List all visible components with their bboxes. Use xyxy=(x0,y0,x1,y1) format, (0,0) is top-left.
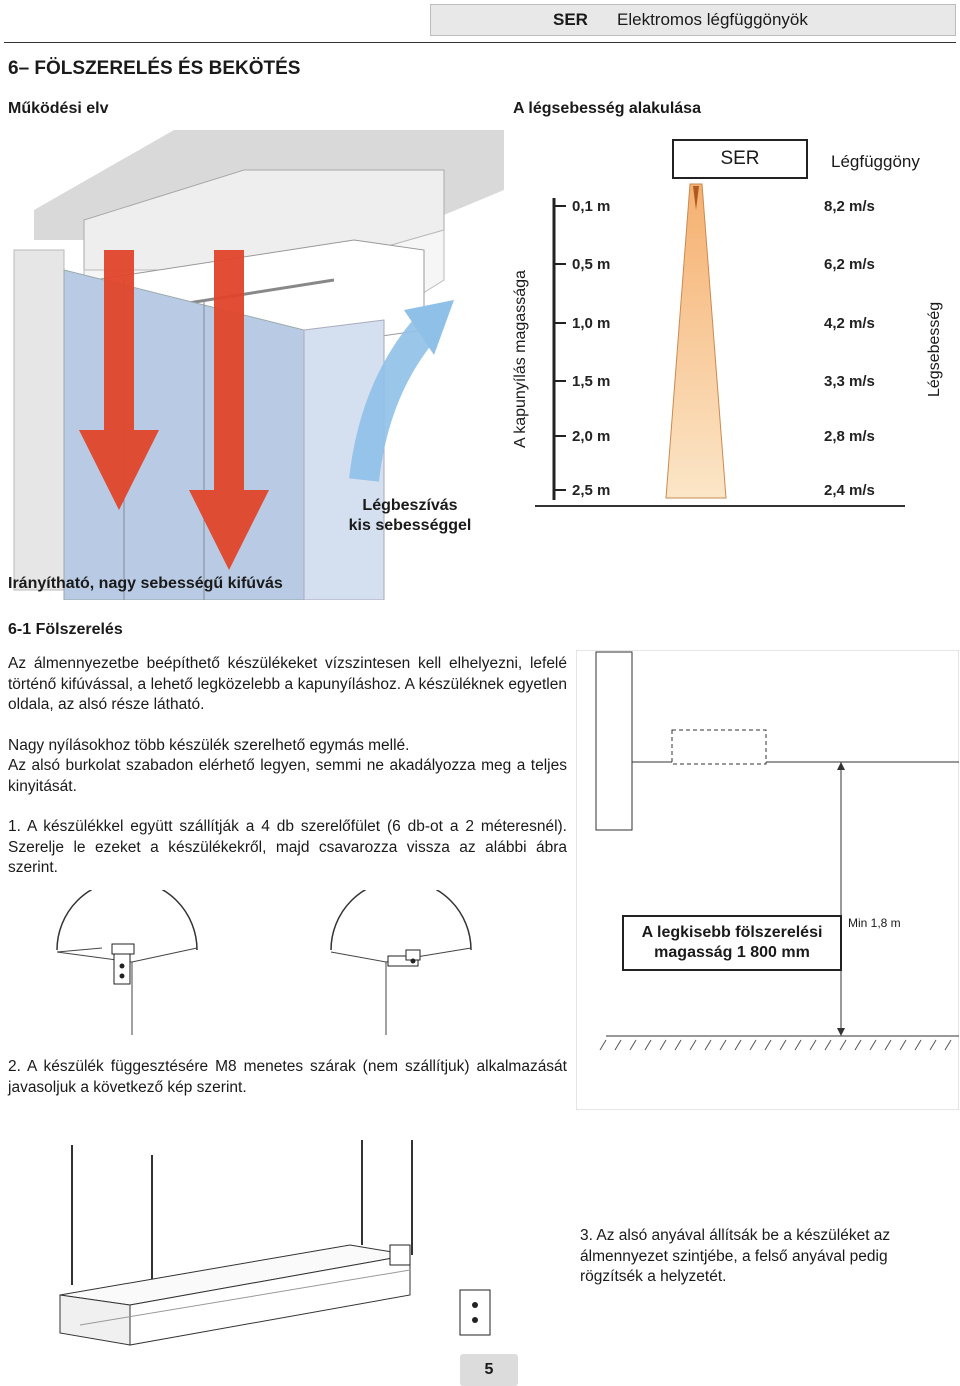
intake-label: Légbeszívás kis sebességgel xyxy=(348,497,472,534)
speed-value-label: 4,2 m/s xyxy=(824,315,875,332)
install-heading: 6-1 Fölszerelés xyxy=(8,621,123,638)
height-tick-label: 0,5 m xyxy=(572,256,611,273)
bracket-detail-2 xyxy=(326,890,476,1040)
chart-heading: A légsebesség alakulása xyxy=(513,100,701,117)
section-title: 6– FÖLSZERELÉS ÉS BEKÖTÉS xyxy=(8,58,301,79)
install-step1: 1. A készülékkel együtt szállítják a 4 db szerelőfület (6 db-ot a 2 méteresnél). Szerelje le ezeket a készülékekről, majd csavarozza vissza az alábbi ábra szerint. xyxy=(8,818,567,876)
min-height-box: A legkisebb fölszerelési magasság 1 800 mm xyxy=(622,915,842,971)
height-axis-label: A kapunyílás magassága xyxy=(512,270,529,448)
height-tick-label: 2,5 m xyxy=(572,482,611,499)
height-tick-label: 0,1 m xyxy=(572,198,611,215)
install-para2: Nagy nyílásokhoz több készülék szerelhető egymás mellé. xyxy=(8,737,410,754)
speed-value-label: 2,8 m/s xyxy=(824,428,875,445)
speed-axis-label: Légsebesség xyxy=(926,301,943,397)
install-para3: Az alsó burkolat szabadon elérhető legyen, semmi ne akadályozza meg a teljes kinyitását. xyxy=(8,757,567,795)
install-step2: 2. A készülék függesztésére M8 menetes szárak (nem szállítjuk) alkalmazását javasoljuk a következő kép szerint. xyxy=(8,1058,567,1096)
install-para1: Az álmennyezetbe beépíthető készülékeket vízszintesen kell elhelyezni, lefelé történő kifúvással, a lehető legközelebb a kapunyíláshoz. A készüléknek egyetlen oldala, az alsó része látható. xyxy=(8,655,567,713)
height-tick-label: 2,0 m xyxy=(572,428,611,445)
height-tick-label: 1,0 m xyxy=(572,315,611,332)
principle-heading: Működési elv xyxy=(8,100,109,117)
curtain-label: Légfüggöny xyxy=(831,152,920,171)
header-rule xyxy=(4,42,956,43)
speed-value-label: 8,2 m/s xyxy=(824,198,875,215)
air-jet-shape xyxy=(666,184,726,498)
install-step3: 3. Az alsó anyával állítsák be a készüléket az álmennyezet szintjébe, a felső anyával pedig rögzítsék a helyzetét. xyxy=(580,1227,891,1285)
mounting-height-diagram xyxy=(576,650,959,1110)
header-title: Elektromos légfüggönyök xyxy=(617,10,808,29)
page-number: 5 xyxy=(460,1354,518,1386)
bracket-detail-1 xyxy=(52,890,202,1040)
header-brand: SER xyxy=(553,10,588,29)
speed-chart xyxy=(530,180,910,520)
outlet-label: Irányítható, nagy sebességű kifúvás xyxy=(8,575,283,592)
speed-value-label: 2,4 m/s xyxy=(824,482,875,499)
min-height-small-label: Min 1,8 m xyxy=(848,916,901,930)
suspension-drawing xyxy=(50,1135,550,1355)
height-tick-label: 1,5 m xyxy=(572,373,611,390)
speed-value-label: 3,3 m/s xyxy=(824,373,875,390)
model-box: SER xyxy=(672,139,808,179)
speed-value-label: 6,2 m/s xyxy=(824,256,875,273)
